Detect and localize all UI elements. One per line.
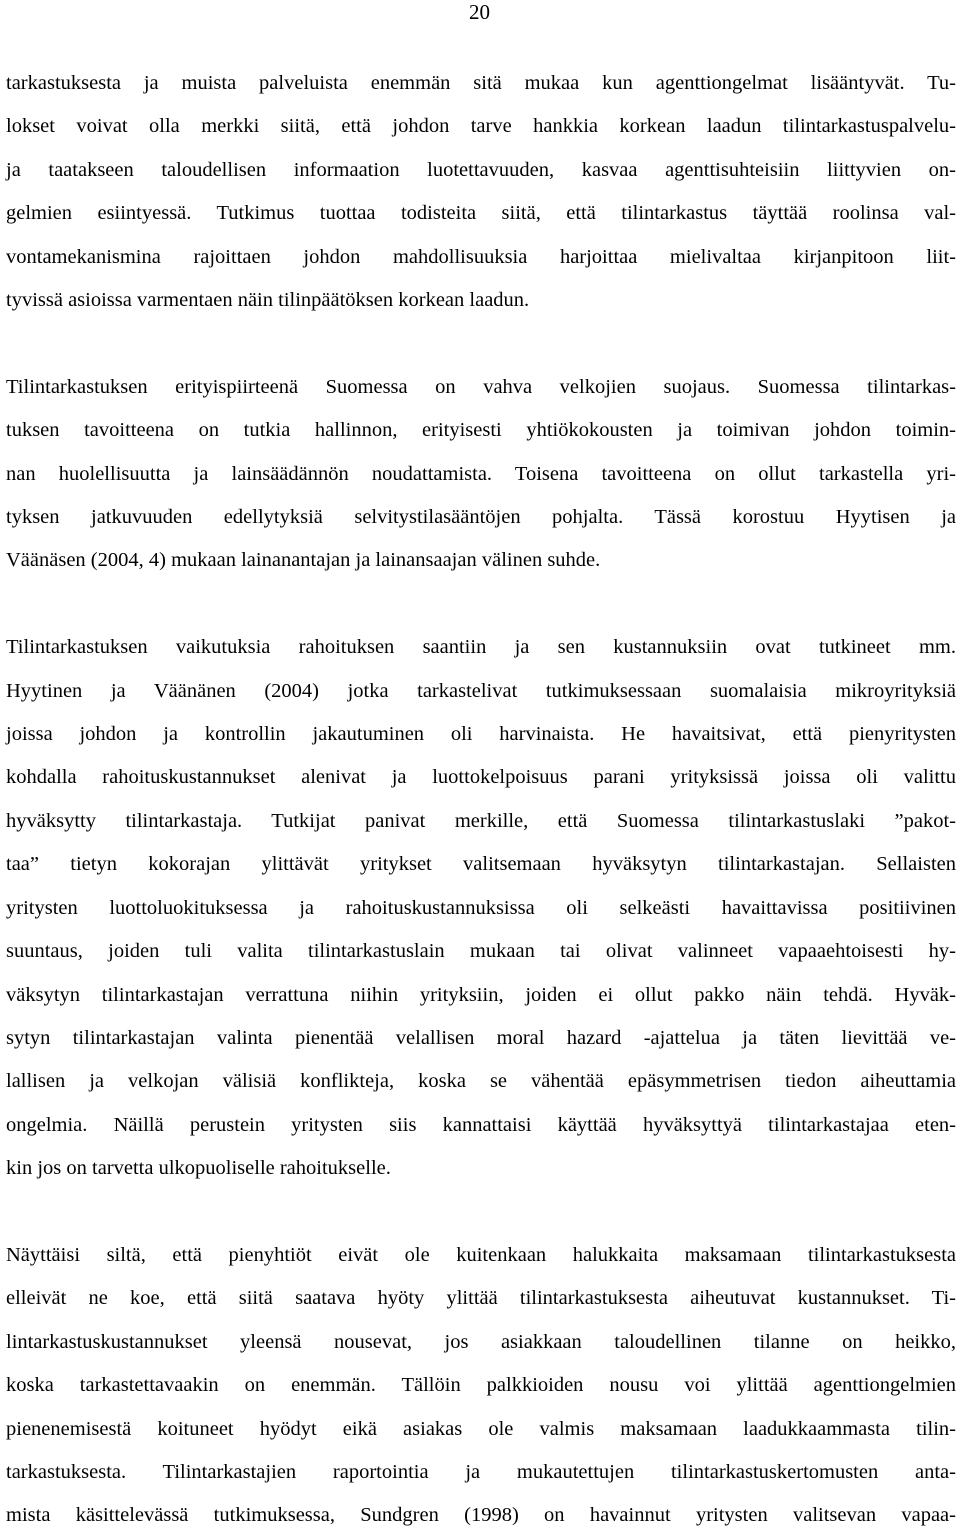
text-line: gelmien esiintyessä. Tutkimus tuottaa todisteita siitä, että tilintarkastus täyttää roolinsa val- <box>6 202 956 225</box>
text-line: väksytyn tilintarkastajan verrattuna niihin yrityksiin, joiden ei ollut pakko näin tehdä. Hyväk- <box>6 983 956 1006</box>
text-line: koska tarkastettavaakin on enemmän. Tällöin palkkioiden nousu voi ylittää agenttiongelmien <box>6 1374 956 1397</box>
text-line: kin jos on tarvetta ulkopuoliselle rahoitukselle. <box>6 1157 391 1180</box>
text-line: tarkastuksesta. Tilintarkastajien raportointia ja mukautettujen tilintarkastuskertomusten anta- <box>6 1460 956 1483</box>
text-line: Hyytinen ja Väänänen (2004) jotka tarkastelivat tutkimuksessaan suomalaisia mikroyrityksiä <box>6 679 956 702</box>
text-line: ja taatakseen taloudellisen informaation luotettavuuden, kasvaa agenttisuhteisiin liittyvien on- <box>6 158 956 181</box>
document-body <box>6 62 956 1538</box>
text-line: Näyttäisi siltä, että pienyhtiöt eivät ole kuitenkaan halukkaita maksamaan tilintarkastuksesta <box>6 1243 956 1266</box>
text-line: hyväksytty tilintarkastaja. Tutkijat panivat merkille, että Suomessa tilintarkastuslaki ”pakot- <box>6 809 956 832</box>
text-line: tyksen jatkuvuuden edellytyksiä selvitystilasääntöjen pohjalta. Tässä korostuu Hyytisen ja <box>6 506 956 529</box>
text-line: joissa johdon ja kontrollin jakautuminen oli harvinaista. He havaitsivat, että pienyritysten <box>6 723 956 746</box>
page-number-text: 20 <box>469 0 490 24</box>
text-line: pienenemisestä koituneet hyödyt eikä asiakas ole valmis maksamaan laadukkaammasta tilin- <box>6 1417 956 1440</box>
paragraph-gap <box>6 1191 956 1234</box>
text-line: kohdalla rahoituskustannukset alenivat ja luottokelpoisuus parani yrityksissä joissa oli valittu <box>6 766 956 789</box>
text-line: lallisen ja velkojan välisiä konflikteja, koska se vähentää epäsymmetrisen tiedon aiheuttamia <box>6 1070 956 1093</box>
text-line: tyvissä asioissa varmentaen näin tilinpäätöksen korkean laadun. <box>6 289 530 312</box>
text-line: ongelmia. Näillä perustein yritysten siis kannattaisi käyttää hyväksyttyä tilintarkastajaa eten- <box>6 1113 956 1136</box>
text-line: nan huolellisuutta ja lainsäädännön noudattamista. Toisena tavoitteena on ollut tarkastella yri- <box>6 462 956 485</box>
paragraph-gap <box>6 322 956 365</box>
text-line: lokset voivat olla merkki siitä, että johdon tarve hankkia korkean laadun tilintarkastuspalvelu- <box>6 115 956 138</box>
text-line: mista käsittelevässä tutkimuksessa, Sundgren (1998) on havainnut yritysten valitsevan vapaa- <box>6 1504 956 1527</box>
paragraph-gap <box>6 583 956 626</box>
text-line: yritysten luottoluokituksessa ja rahoituskustannuksissa oli selkeästi havaittavissa positiivinen <box>6 896 956 919</box>
text-line: lintarkastuskustannukset yleensä nousevat, jos asiakkaan taloudellinen tilanne on heikko, <box>6 1330 956 1353</box>
text-line: suuntaus, joiden tuli valita tilintarkastuslain mukaan tai olivat valinneet vapaaehtoisesti hy- <box>6 940 956 963</box>
text-line: elleivät ne koe, että siitä saatava hyöty ylittää tilintarkastuksesta aiheutuvat kustannukset. Ti- <box>6 1287 956 1310</box>
text-line: Tilintarkastuksen erityispiirteenä Suomessa on vahva velkojien suojaus. Suomessa tilintarkas- <box>6 375 956 398</box>
paragraph-financing-effects <box>6 626 956 1190</box>
paragraph-creditor-protection <box>6 366 956 583</box>
text-line: Tilintarkastuksen vaikutuksia rahoituksen saantiin ja sen kustannuksiin ovat tutkineet mm. <box>6 636 956 659</box>
paragraph-small-companies <box>6 1234 956 1538</box>
text-line: tuksen tavoitteena on tutkia hallinnon, erityisesti yhtiökokousten ja toimivan johdon toimin- <box>6 419 956 442</box>
text-line: vontamekanismina rajoittaen johdon mahdollisuuksia harjoittaa mielivaltaa kirjanpitoon liit- <box>6 245 956 268</box>
text-line: sytyn tilintarkastajan valinta pienentää velallisen moral hazard -ajattelua ja täten lievittää ve- <box>6 1026 956 1049</box>
text-line: Väänäsen (2004, 4) mukaan lainanantajan ja lainansaajan välinen suhde. <box>6 549 601 572</box>
text-line: taa” tietyn kokorajan ylittävät yritykset valitsemaan hyväksytyn tilintarkastajan. Sellaisten <box>6 853 956 876</box>
paragraph-agency-problems <box>6 62 956 322</box>
text-line: tarkastuksesta ja muista palveluista enemmän sitä mukaa kun agenttiongelmat lisääntyvät. Tu- <box>6 72 956 94</box>
